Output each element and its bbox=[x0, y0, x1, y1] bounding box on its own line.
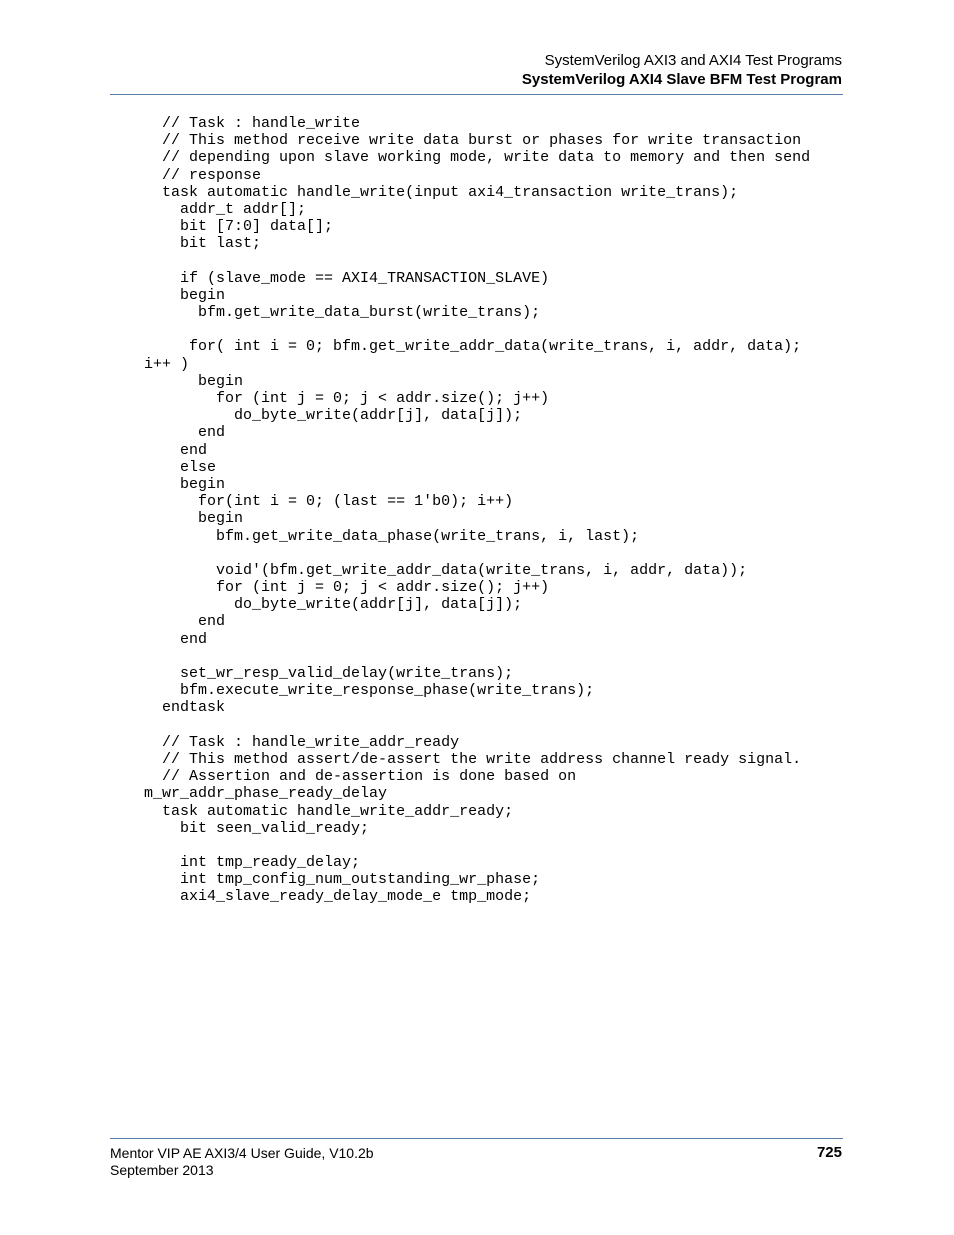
code-line: bfm.get_write_data_burst(write_trans); bbox=[0, 304, 541, 322]
code-line bbox=[0, 321, 810, 338]
code-line: // This method assert/de-assert the write address channel ready signal. bbox=[0, 750, 802, 768]
code-line: // Task : handle_write bbox=[0, 115, 361, 132]
running-header bbox=[522, 51, 842, 89]
running-footer bbox=[110, 1145, 374, 1179]
code-line: end bbox=[0, 630, 208, 648]
code-line: addr_t addr[]; bbox=[0, 200, 307, 218]
code-line: m_wr_addr_phase_ready_delay bbox=[0, 785, 388, 803]
code-line: end bbox=[0, 441, 208, 459]
page-number: 725 bbox=[816, 1144, 842, 1161]
chapter-title: SystemVerilog AXI3 and AXI4 Test Programs bbox=[544, 52, 842, 69]
code-line bbox=[0, 837, 810, 854]
code-line: if (slave_mode == AXI4_TRANSACTION_SLAVE) bbox=[0, 269, 550, 287]
code-line bbox=[0, 253, 810, 270]
code-line bbox=[0, 545, 810, 562]
code-line: begin bbox=[0, 475, 226, 493]
code-line: task automatic handle_write_addr_ready; bbox=[0, 802, 514, 820]
code-line: else bbox=[0, 458, 217, 476]
code-line: int tmp_config_num_outstanding_wr_phase; bbox=[0, 871, 541, 889]
code-line: i++ ) bbox=[0, 355, 190, 373]
code-line: bfm.get_write_data_phase(write_trans, i, last); bbox=[0, 527, 640, 545]
code-line: for(int i = 0; (last == 1'b0); i++) bbox=[0, 493, 514, 511]
code-line: void'(bfm.get_write_addr_data(write_trans, i, addr, data)); bbox=[0, 561, 748, 579]
code-line bbox=[0, 648, 810, 665]
code-listing bbox=[0, 115, 810, 906]
code-line: // response bbox=[0, 166, 262, 184]
code-line: endtask bbox=[0, 699, 226, 717]
code-line: task automatic handle_write(input axi4_transaction write_trans); bbox=[0, 183, 739, 201]
section-title: SystemVerilog AXI4 Slave BFM Test Program bbox=[521, 71, 842, 88]
code-line: // depending upon slave working mode, write data to memory and then send bbox=[0, 149, 811, 167]
guide-title: Mentor VIP AE AXI3/4 User Guide, V10.2b bbox=[110, 1145, 374, 1161]
code-line: do_byte_write(addr[j], data[j]); bbox=[0, 596, 523, 614]
code-line: begin bbox=[0, 372, 244, 390]
header-divider bbox=[110, 94, 843, 95]
code-line: begin bbox=[0, 286, 226, 304]
code-line: end bbox=[0, 613, 226, 631]
code-line: for (int j = 0; j < addr.size(); j++) bbox=[0, 390, 550, 407]
code-line: for( int i = 0; bfm.get_write_addr_data(write_trans, i, addr, data); bbox=[0, 338, 802, 356]
code-line: bit [7:0] data[]; bbox=[0, 218, 334, 236]
code-line: bit last; bbox=[0, 235, 262, 253]
code-line: end bbox=[0, 424, 226, 442]
publication-date: September 2013 bbox=[110, 1162, 214, 1178]
code-line: bit seen_valid_ready; bbox=[0, 819, 370, 837]
code-line: begin bbox=[0, 510, 244, 528]
code-line: // This method receive write data burst or phases for write transaction bbox=[0, 132, 802, 150]
code-line: // Assertion and de-assertion is done based on bbox=[0, 768, 577, 786]
code-line bbox=[0, 717, 810, 734]
code-line: int tmp_ready_delay; bbox=[0, 854, 361, 872]
code-line: for (int j = 0; j < addr.size(); j++) bbox=[0, 579, 550, 597]
footer-divider bbox=[110, 1138, 843, 1139]
code-line: axi4_slave_ready_delay_mode_e tmp_mode; bbox=[0, 888, 532, 906]
code-line: bfm.execute_write_response_phase(write_trans); bbox=[0, 682, 595, 700]
code-line: set_wr_resp_valid_delay(write_trans); bbox=[0, 665, 514, 682]
code-line: // Task : handle_write_addr_ready bbox=[0, 733, 460, 751]
code-line: do_byte_write(addr[j], data[j]); bbox=[0, 407, 523, 425]
